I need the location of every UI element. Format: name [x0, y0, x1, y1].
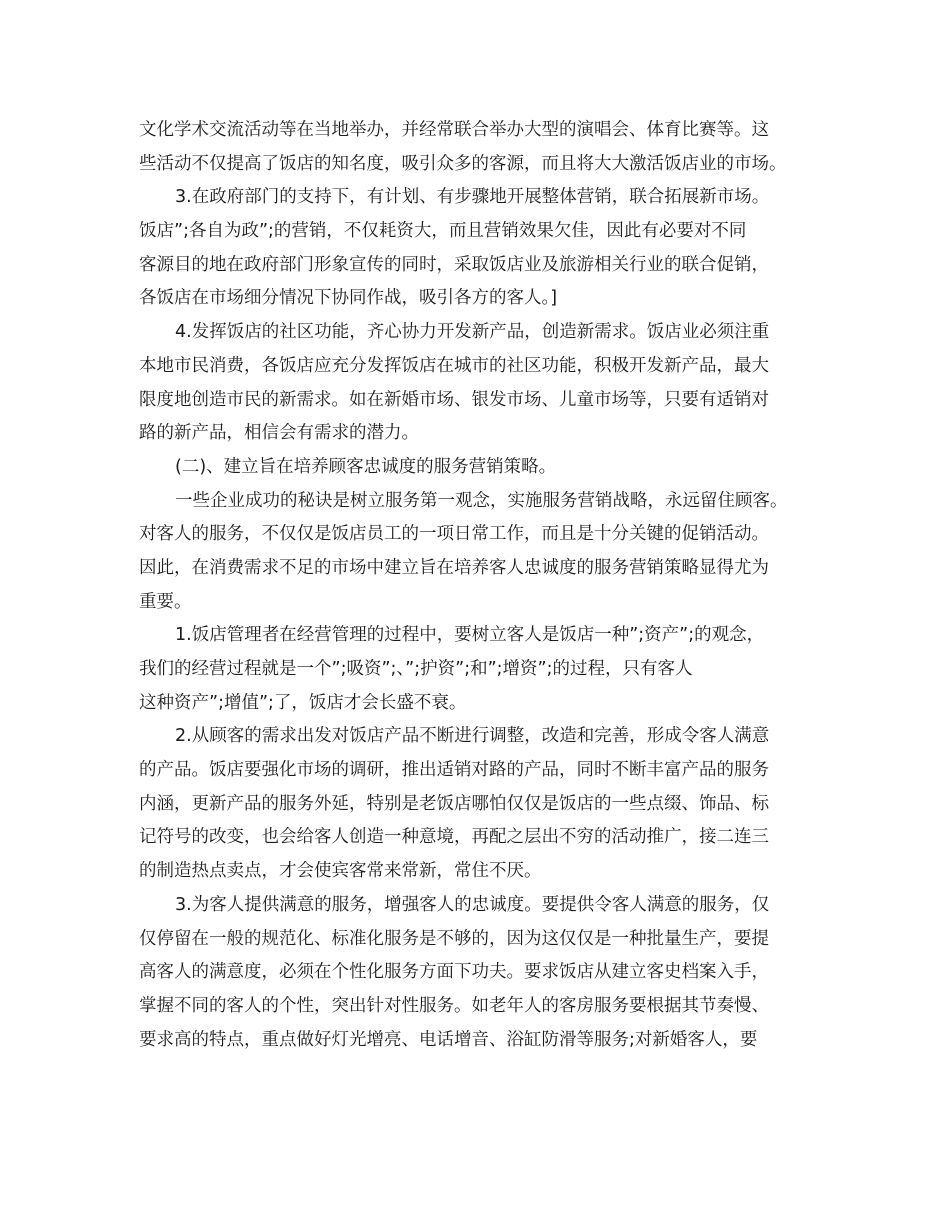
text-line: 要求高的特点，重点做好灯光增亮、电话增音、浴缸防滑等服务;对新婚客人，要	[139, 1029, 758, 1050]
text-line: 2.从顾客的需求出发对饭店产品不断进行调整，改造和完善，形成令客人满意	[175, 726, 770, 747]
text-line: 本地市民消费，各饭店应充分发挥饭店在城市的社区功能，积极开发新产品，最大	[139, 355, 769, 376]
paragraph	[139, 215, 815, 316]
text-line: 4.发挥饭店的社区功能，齐心协力开发新产品，创造新需求。饭店业必须注重	[175, 322, 770, 343]
text-line: 内涵，更新产品的服务外延，特别是老饭店哪怕仅仅是饭店的一些点缀、饰品、标	[139, 793, 769, 814]
paragraph	[139, 485, 815, 620]
document-body	[139, 114, 815, 1057]
paragraph	[139, 316, 815, 451]
text-line: 饭店”;各自为政”;的营销，不仅耗资大，而且营销效果欠佳，因此有必要对不同	[139, 221, 747, 242]
text-line: 客源目的地在政府部门形象宣传的同时，采取饭店业及旅游相关行业的联合促销，	[139, 254, 769, 275]
text-line: 3.为客人提供满意的服务，增强客人的忠诚度。要提供令客人满意的服务，仅	[175, 894, 770, 915]
paragraph	[139, 720, 815, 888]
text-line: 一些企业成功的秘诀是树立服务第一观念，实施服务营销战略，永远留住顾客。	[175, 490, 788, 511]
text-line: 文化学术交流活动等在当地举办，并经常联合举办大型的演唱会、体育比赛等。这	[139, 120, 769, 140]
text-line: 因此，在消费需求不足的市场中建立旨在培养客人忠诚度的服务营销策略显得尤为	[139, 557, 769, 578]
text-line: 对客人的服务，不仅仅是饭店员工的一项日常工作，而且是十分关键的促销活动。	[139, 524, 769, 545]
text-line: 我们的经营过程就是一个”;吸资”;、”;护资”;和”;增资”;的过程，只有客人	[139, 659, 693, 679]
text-line: 记符号的改变，也会给客人创造一种意境，再配之层出不穷的活动推广，接二连三	[139, 827, 769, 848]
text-line: 1.饭店管理者在经营管理的过程中，要树立客人是饭店一种”;资产”;的观念，	[175, 625, 765, 646]
text-line: 3.在政府部门的支持下，有计划、有步骤地开展整体营销，联合拓展新市场。	[175, 187, 770, 208]
text-line: 的产品。饭店要强化市场的调研，推出适销对路的产品，同时不断丰富产品的服务	[139, 760, 769, 781]
text-line: (二)、建立旨在培养顾客忠诚度的服务营销策略。	[175, 456, 557, 477]
text-line: 高客人的满意度，必须在个性化服务方面下功夫。要求饭店从建立客史档案入手，	[139, 962, 769, 983]
text-line: 些活动不仅提高了饭店的知名度，吸引众多的客源，而且将大大激活饭店业的市场。	[139, 153, 787, 174]
text-line: 限度地创造市民的新需求。如在新婚市场、银发市场、儿童市场等，只要有适销对	[139, 389, 769, 410]
text-line: 路的新产品，相信会有需求的潜力。	[139, 423, 419, 444]
paragraph	[139, 889, 815, 1057]
paragraph	[139, 181, 815, 215]
text-line: 的制造热点卖点，才会使宾客常来常新，常住不厌。	[139, 861, 542, 882]
text-line: 仅停留在一般的规范化、标准化服务是不够的，因为这仅仅是一种批量生产，要提	[139, 928, 769, 949]
paragraph	[139, 619, 815, 720]
text-line: 重要。	[139, 591, 192, 612]
paragraph	[139, 451, 815, 485]
text-line: 各饭店在市场细分情况下协同作战，吸引各方的客人。]	[139, 288, 558, 309]
text-line: 这种资产”;增值”;了，饭店才会长盛不衰。	[139, 692, 467, 713]
text-line: 掌握不同的客人的个性，突出针对性服务。如老年人的客房服务要根据其节奏慢、	[139, 995, 769, 1016]
paragraph	[139, 114, 815, 181]
